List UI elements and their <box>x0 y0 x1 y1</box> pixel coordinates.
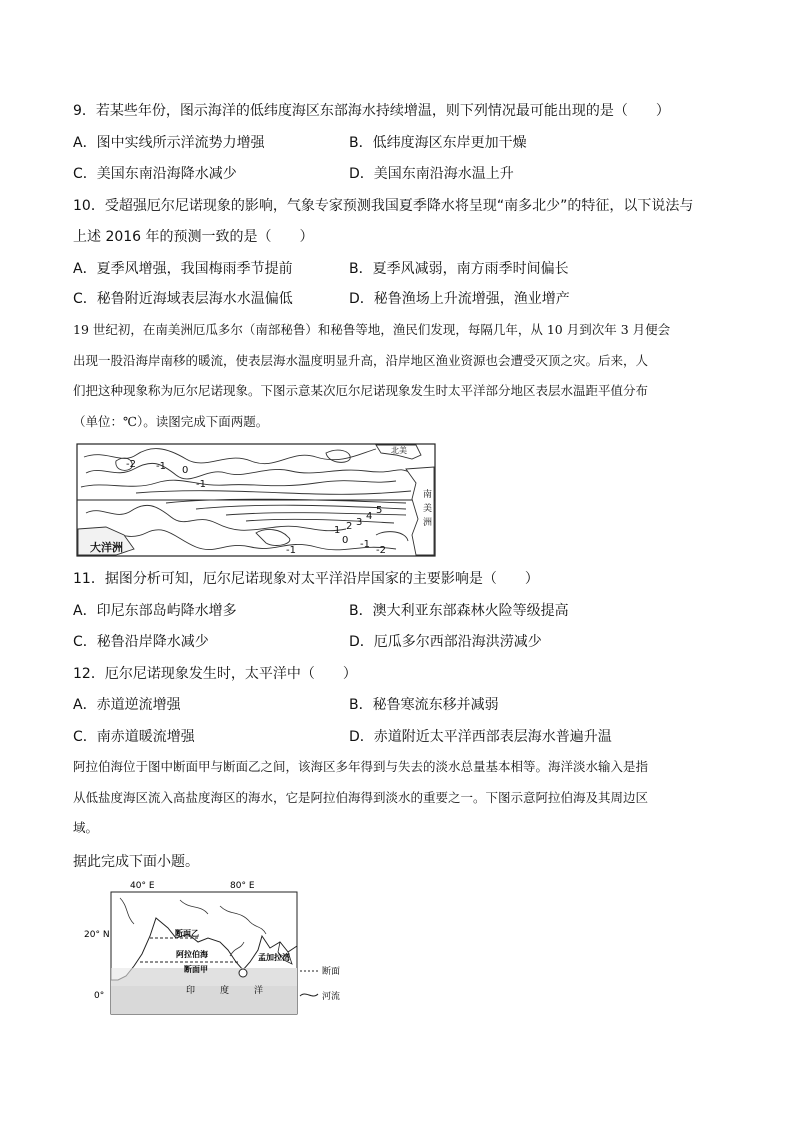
q11-option-b: B．澳大利亚东部森林火险等级提高 <box>349 603 569 619</box>
q12-option-b: B．秘鲁寒流东移并减弱 <box>349 697 499 713</box>
q10-option-c: C．秘鲁附近海域表层海水水温偏低 <box>73 291 293 307</box>
q12-option-d: D．赤道附近太平洋西部表层海水普遍升温 <box>349 729 612 745</box>
q10-stem-line1: 10．受超强厄尔尼诺现象的影响，气象专家预测我国夏季降水将呈现“南多北少”的特征，以下说法与 <box>73 198 694 214</box>
q9-option-d: D．美国东南沿海水温上升 <box>349 166 514 182</box>
q9-stem: 9．若某些年份，图示海洋的低纬度海区东部海水持续增温，则下列情况最可能出现的是（ ） <box>73 103 670 119</box>
q12-option-a: A．赤道逆流增强 <box>73 697 181 713</box>
passage-line: 域。 <box>73 820 99 835</box>
bay-of-bengal-label: 孟加拉湾 <box>258 953 290 962</box>
contour-label: 0 <box>182 465 189 476</box>
contour-label: -2 <box>376 545 386 556</box>
passage-line: 阿拉伯海位于图中断面甲与断面乙之间，该海区多年得到与失去的淡水总量基本相等。海洋淡水输入是指 <box>73 759 649 774</box>
passage-line: 出现一股沿海岸南移的暖流，使表层海水温度明显升高，沿岸地区渔业资源也会遭受灭顶之灾。后来，人 <box>73 352 649 368</box>
arabian-sea-map <box>80 876 360 1016</box>
ocean-label: 印 <box>186 986 196 996</box>
instruction-text: 据此完成下面小题。 <box>73 854 199 870</box>
south-america-label: 洲 <box>423 518 433 528</box>
legend-river-symbol <box>300 994 318 996</box>
legend-river-label: 河流 <box>322 992 341 1002</box>
el-nino-passage <box>73 315 723 437</box>
q9-option-b: B．低纬度海区东岸更加干燥 <box>349 135 527 151</box>
south-america-label: 美 <box>423 504 433 514</box>
q12-stem: 12．厄尔尼诺现象发生时，太平洋中（ ） <box>73 666 357 682</box>
contour-label: -1 <box>196 479 206 490</box>
contour-label: -1 <box>360 539 370 550</box>
contour-label: 0 <box>342 535 349 546</box>
north-america-label: 北美 <box>391 446 407 455</box>
passage-line: （单位：℃）。读图完成下面两题。 <box>73 413 269 429</box>
q11-option-d: D．厄瓜多尔西部沿海洪涝减少 <box>349 634 542 650</box>
arabian-sea-label: 阿拉伯海 <box>176 950 208 959</box>
contour-label: 3 <box>356 517 363 528</box>
contour-label: 1 <box>334 525 341 536</box>
sst-anomaly-map <box>76 443 436 557</box>
longitude-label: 40° E <box>130 881 155 891</box>
q10-stem-line2: 上述 2016 年的预测一致的是（ ） <box>73 229 314 245</box>
q10-option-b: B．夏季风减弱，南方雨季时间偏长 <box>349 261 569 277</box>
contour-label: -1 <box>286 545 296 556</box>
q11-option-a: A．印尼东部岛屿降水增多 <box>73 603 237 619</box>
latitude-label: 0° <box>94 991 105 1001</box>
contour-label: 4 <box>366 511 373 522</box>
legend-section-label: 断面 <box>322 967 341 977</box>
oceania-label: 大洋洲 <box>90 541 123 554</box>
q9-option-c: C．美国东南沿海降水减少 <box>73 166 237 182</box>
south-america-label: 南 <box>423 490 433 500</box>
section-b-label: 断面乙 <box>175 929 199 938</box>
q11-option-c: C．秘鲁沿岸降水减少 <box>73 634 209 650</box>
contour-label: -1 <box>156 461 166 472</box>
q11-stem: 11．据图分析可知，厄尔尼诺现象对太平洋沿岸国家的主要影响是（ ） <box>73 571 539 587</box>
contour-label: -2 <box>126 459 136 470</box>
contour-label: 5 <box>376 505 383 516</box>
ocean-label: 度 <box>220 986 230 996</box>
arabian-sea-passage <box>73 752 723 844</box>
latitude-label: 20° N <box>84 930 110 940</box>
q9-option-a: A．图中实线所示洋流势力增强 <box>73 135 265 151</box>
q10-option-d: D．秘鲁渔场上升流增强，渔业增产 <box>349 291 570 307</box>
passage-line: 19 世纪初，在南美洲厄瓜多尔（南部秘鲁）和秘鲁等地，渔民们发现，每隔几年，从 10 月到次年 3 月便会 <box>73 322 671 337</box>
passage-line: 们把这种现象称为厄尔尼诺现象。下图示意某次厄尔尼诺现象发生时太平洋部分地区表层水温距平值分布 <box>73 383 649 398</box>
longitude-label: 80° E <box>230 881 255 891</box>
q12-option-c: C．南赤道暖流增强 <box>73 729 195 745</box>
section-a-label: 断面甲 <box>184 965 208 974</box>
q10-option-a: A．夏季风增强，我国梅雨季节提前 <box>73 261 293 277</box>
passage-line: 从低盐度海区流入高盐度海区的海水，它是阿拉伯海得到淡水的重要之一。下图示意阿拉伯海及其周边区 <box>73 789 649 805</box>
contour-label: 2 <box>346 521 353 532</box>
ocean-label: 洋 <box>254 986 264 996</box>
